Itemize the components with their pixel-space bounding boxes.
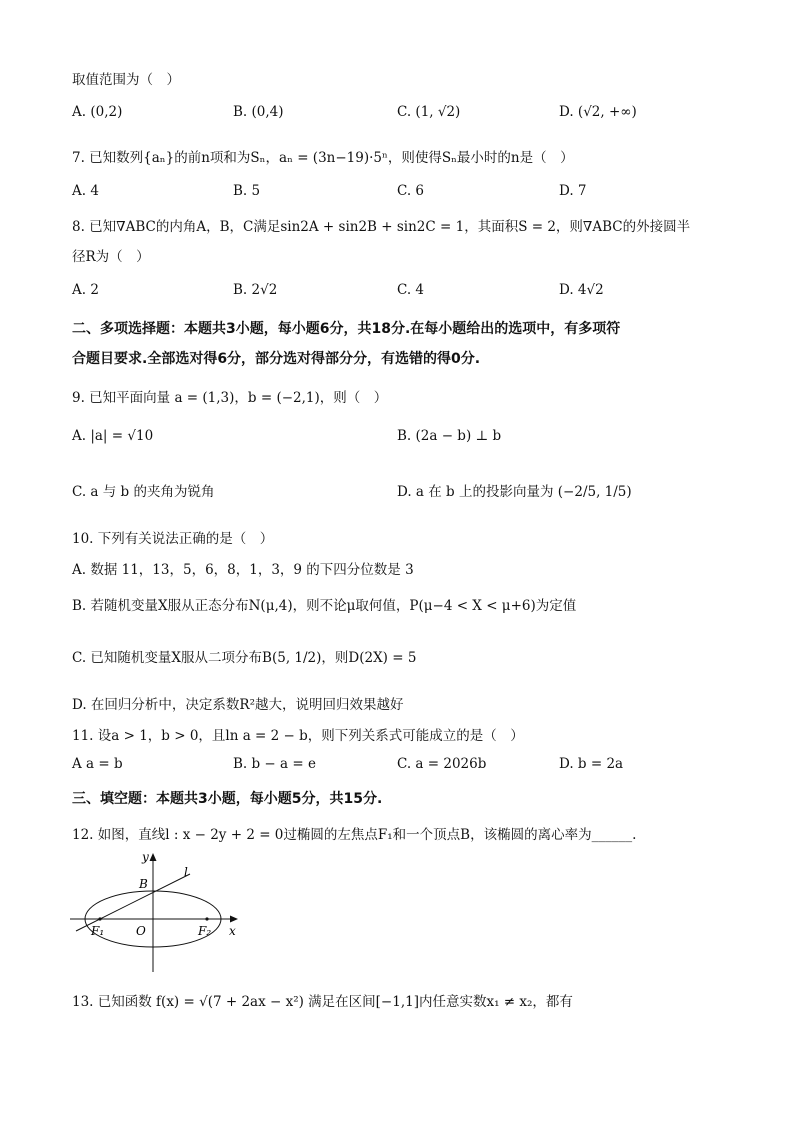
q7-option-a: A. 4: [72, 183, 99, 199]
q6-option-a: A. (0,2): [72, 104, 123, 120]
q6-option-c: C. (1, √2): [397, 104, 461, 120]
q7-option-b: B. 5: [233, 183, 261, 199]
q10-option-d: D. 在回归分析中，决定系数R²越大，说明回归效果越好: [72, 697, 404, 713]
q10-stem: 10. 下列有关说法正确的是（ ）: [72, 531, 274, 547]
label-o: O: [136, 924, 146, 938]
focus-f2-point: [205, 917, 208, 920]
q9-option-d: D. a 在 b 上的投影向量为 (−2/5, 1/5): [397, 484, 632, 500]
q7-stem: 7. 已知数列{aₙ}的前n项和为Sₙ，aₙ = (3n−19)·5ⁿ，则使得Sₙ最小时的n是（ ）: [72, 150, 574, 166]
label-f1: F₁: [91, 924, 105, 938]
q10-option-b: B. 若随机变量X服从正态分布N(μ,4)，则不论μ取何值，P(μ−4 < X < μ+6)为定值: [72, 598, 577, 614]
section2-heading-line2: 合题目要求.全部选对得6分，部分选对得部分分，有选错的得0分.: [72, 351, 481, 367]
q10-option-a: A. 数据 11，13，5，6，8，1，3，9 的下四分位数是 3: [72, 562, 414, 578]
q9-option-c: C. a 与 b 的夹角为锐角: [72, 484, 215, 500]
label-f2: F₂: [198, 924, 212, 938]
ellipse-figure: [68, 848, 248, 976]
q7-option-c: C. 6: [397, 183, 425, 199]
label-l: l: [184, 865, 188, 879]
x-axis-arrow: [230, 916, 238, 923]
label-b: B: [139, 877, 148, 891]
q8-option-b: B. 2√2: [233, 282, 278, 298]
q8-option-d: D. 4√2: [559, 282, 604, 298]
line-l: [76, 874, 190, 931]
q13-stem: 13. 已知函数 f(x) = √(7 + 2ax − x²) 满足在区间[−1,1]内任意实数x₁ ≠ x₂，都有: [72, 994, 573, 1010]
q10-option-c: C. 已知随机变量X服从二项分布B(5, 1/2)，则D(2X) = 5: [72, 650, 417, 666]
section2-heading-line1: 二、多项选择题：本题共3小题，每小题6分，共18分.在每小题给出的选项中，有多项符: [72, 321, 621, 337]
q8-stem-line1: 8. 已知∇ABC的内角A，B，C满足sin2A + sin2B + sin2C = 1，其面积S = 2，则∇ABC的外接圆半: [72, 219, 691, 235]
q11-option-c: C. a = 2026b: [397, 756, 487, 772]
q9-stem: 9. 已知平面向量 a = (1,3)，b = (−2,1)，则（ ）: [72, 390, 388, 406]
q8-option-c: C. 4: [397, 282, 425, 298]
q8-stem-line2: 径R为（ ）: [72, 249, 150, 265]
y-axis-arrow: [150, 853, 157, 861]
q11-option-a: A a = b: [72, 756, 123, 772]
q11-option-b: B. b − a = e: [233, 756, 316, 772]
q11-stem: 11. 设a > 1，b > 0，且ln a = 2 − b，则下列关系式可能成立的是（ ）: [72, 728, 524, 744]
intro-line: 取值范围为（ ）: [72, 72, 180, 88]
q6-option-d: D. (√2, +∞): [559, 104, 637, 120]
label-x: x: [229, 924, 236, 938]
q11-option-d: D. b = 2a: [559, 756, 624, 772]
focus-f1-point: [98, 917, 101, 920]
q9-option-a: A. |a| = √10: [72, 428, 154, 444]
q7-option-d: D. 7: [559, 183, 587, 199]
q9-option-b: B. (2a − b) ⊥ b: [397, 428, 502, 444]
q12-stem: 12. 如图，直线l : x − 2y + 2 = 0过椭圆的左焦点F₁和一个顶点B，该椭圆的离心率为______.: [72, 827, 637, 843]
q8-option-a: A. 2: [72, 282, 99, 298]
q6-option-b: B. (0,4): [233, 104, 284, 120]
section3-heading: 三、填空题：本题共3小题，每小题5分，共15分.: [72, 791, 383, 807]
label-y: y: [142, 850, 149, 864]
